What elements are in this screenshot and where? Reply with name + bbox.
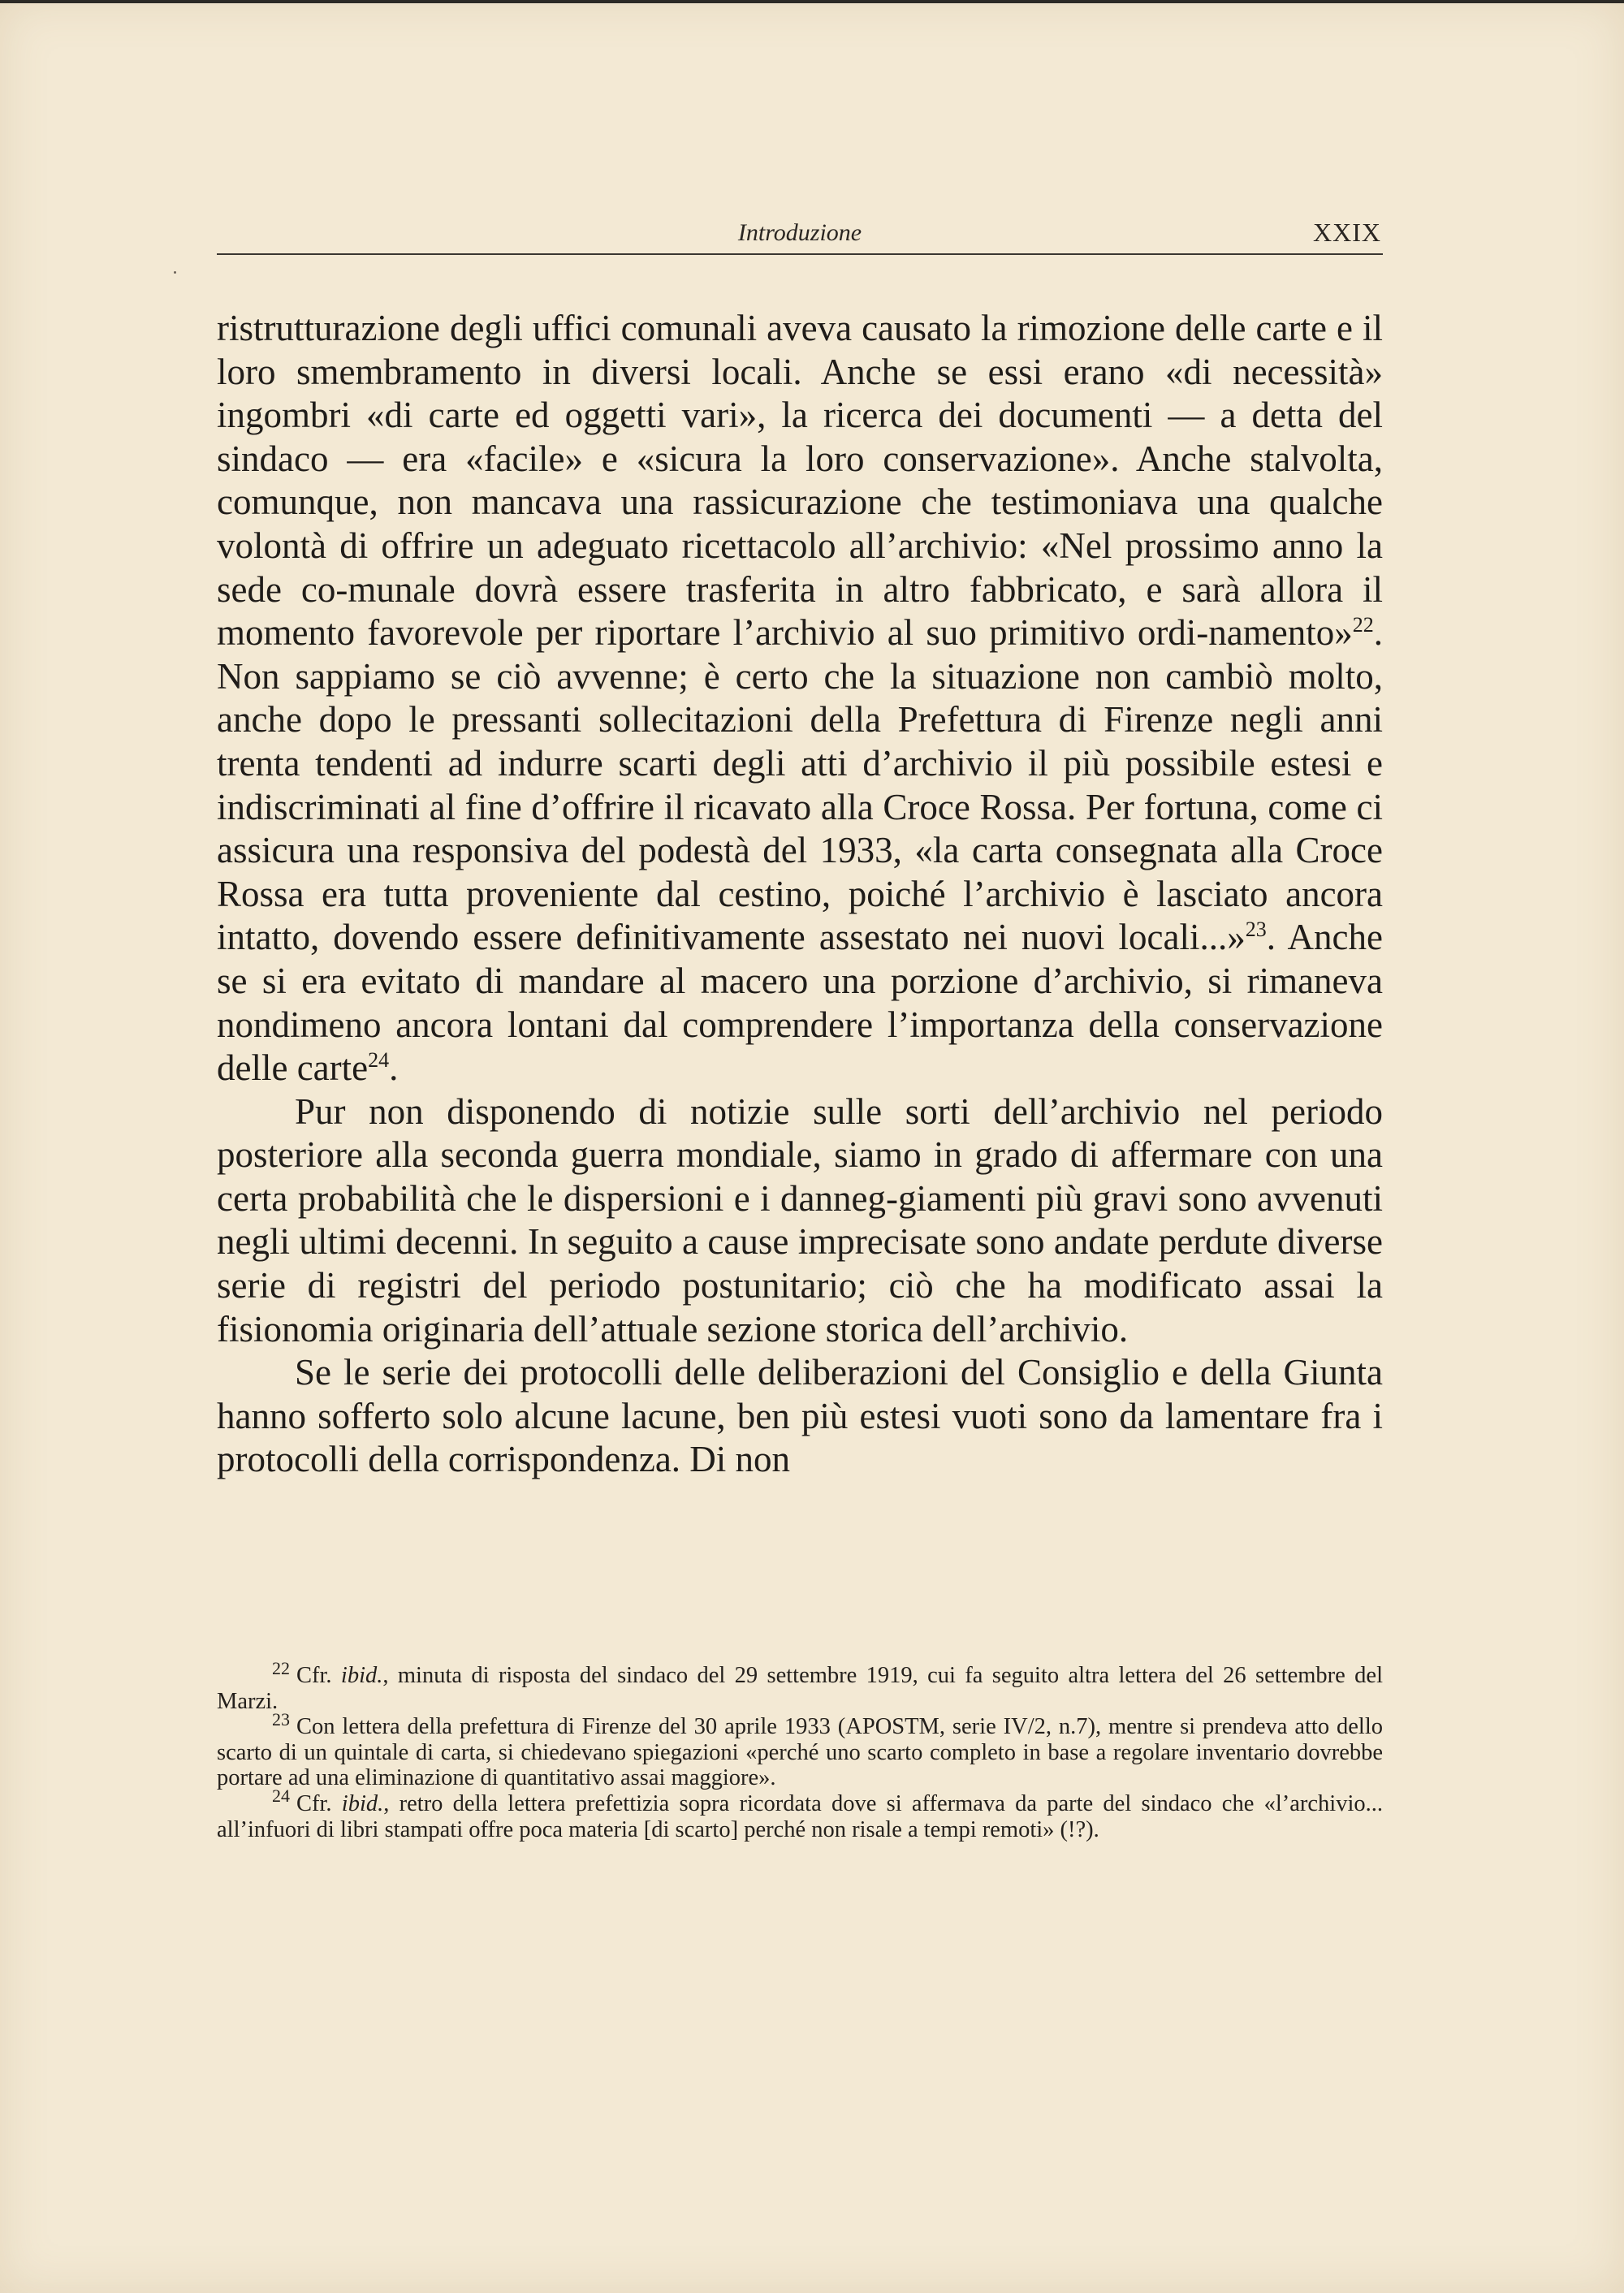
footnote-22-ibid: ibid. <box>340 1663 383 1688</box>
running-title: Introduzione <box>737 219 862 246</box>
footnote-23 <box>217 1708 1383 1791</box>
footnote-24 <box>217 1786 1383 1842</box>
footnote-22-pre: Cfr. <box>296 1663 341 1688</box>
ink-speck <box>174 271 176 274</box>
footnote-22 <box>217 1657 1383 1714</box>
footnote-24-pre: Cfr. <box>296 1790 342 1816</box>
page-number: XXIX <box>1313 218 1381 247</box>
paragraph-3: Se le serie dei protocolli delle deliberazioni del Consiglio e della Giunta hanno sofferto solo alcune lacune, ben più estesi vuoti sono da lamentare fra i protocolli della corrispondenza. Di non <box>217 1352 1383 1480</box>
footnote-23-number: 23 <box>272 1708 290 1729</box>
page-top-edge <box>0 0 1624 3</box>
footnote-ref-23[interactable]: 23 <box>1245 918 1267 942</box>
running-head <box>217 213 1383 255</box>
footnote-24-ibid: ibid. <box>341 1790 384 1816</box>
footnote-ref-24[interactable]: 24 <box>368 1048 390 1073</box>
footnote-22-number: 22 <box>272 1657 290 1678</box>
footnote-ref-22[interactable]: 22 <box>1352 613 1374 637</box>
paragraph-2: Pur non disponendo di notizie sulle sorti dell’archivio nel periodo posteriore alla seconda guerra mondiale, siamo in grado di affermare con una certa probabilità che le dispersioni e i danneg-giamenti più gravi sono avvenuti negli ultimi decenni. In seguito a cause imprecisate sono andate perdute diverse serie di registri del periodo postunitario; ciò che ha modificato assai la fisionomia originaria dell’attuale sezione storica dell’archivio. <box>217 1090 1383 1349</box>
paragraph-1-part-b: . Non sappiamo se ciò avvenne; è certo che la situazione non cambiò molto, anche dopo le pressanti sollecitazioni della Prefettura di Firenze negli anni trenta tendenti ad indurre scarti degli atti d’archivio il più possibile estesi e indiscriminati al fine d’offrire il ricavato alla Croce Rossa. Per fortuna, come ci assicura una responsiva del podestà del 1933, «la carta consegnata alla Croce Rossa era tutta proveniente dal cestino, poiché l’archivio è lasciato ancora intatto, dovendo essere definitivamente assestato nei nuovi locali...» <box>217 612 1383 958</box>
footnote-24-number: 24 <box>272 1786 290 1807</box>
paragraph-1-part-c: . Anche se si era evitato di mandare al macero una porzione d’archivio, si rimaneva nondimeno ancora lontani dal comprendere l’importanza della conservazione delle carte <box>217 917 1384 1089</box>
paragraph-1-part-a: ristrutturazione degli uffici comunali aveva causato la rimozione delle carte e il loro smembramento in diversi locali. Anche se essi erano «di necessità» ingombri «di carte ed oggetti vari», la ricerca dei documenti — a detta del sindaco — era «facile» e «sicura la loro conservazione». Anche stalvolta, comunque, non mancava una rassicurazione che testimoniava una qualche volontà di offrire un adeguato ricettacolo all’archivio: «Nel prossimo anno la sede co-munale dovrà essere trasferita in altro fabbricato, e sarà allora il momento favorevole per riportare l’archivio al suo primitivo ordi-namento» <box>217 308 1383 654</box>
footnotes <box>217 1657 1383 1842</box>
paragraph-1-part-d: . <box>389 1047 399 1089</box>
footnote-24-text: , retro della lettera prefettizia sopra ricordata dove si affermava da parte del sindaco che «l’archivio... all’infuori di libri stampati offre poca materia [di scarto] perché non risale a tempi remoti» (!?). <box>217 1790 1383 1842</box>
footnote-23-text: Con lettera della prefettura di Firenze del 30 aprile 1933 (APOSTM, serie IV/2, n.7), mentre si prendeva atto dello scarto di un quintale di carta, si chiedevano spiegazioni «perché uno scarto completo in base a regolare inventario dovrebbe portare ad una eliminazione di quantitativo assai maggiore». <box>217 1714 1383 1791</box>
paragraph-1 <box>217 307 1383 1090</box>
main-text <box>217 307 1383 1482</box>
footnote-22-text: , minuta di risposta del sindaco del 29 settembre 1919, cui fa seguito altra lettera del 26 settembre del Marzi. <box>217 1663 1383 1714</box>
